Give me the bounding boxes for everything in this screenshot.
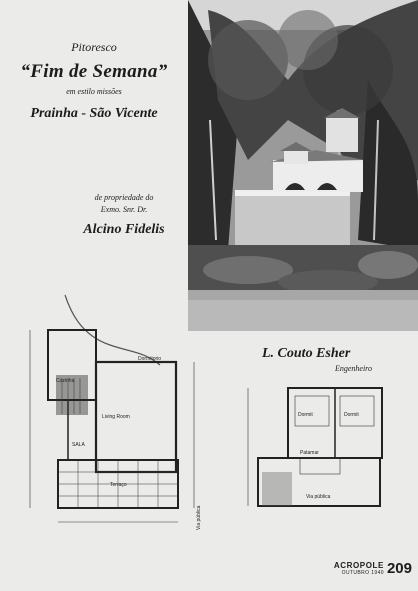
label-via-publica-2: Via pública xyxy=(306,494,331,500)
upper-floor-plan-drawing xyxy=(240,380,390,530)
label-via-publica: Via pública xyxy=(196,505,202,530)
label-sala: SALA xyxy=(72,442,85,448)
architect-role: Engenheiro xyxy=(334,364,372,373)
page-number: 209 xyxy=(386,560,412,577)
label-dormit-b: Dormit xyxy=(344,412,359,418)
house-photo-art xyxy=(188,0,418,331)
ground-floor-plan-drawing xyxy=(20,290,220,540)
label-patamar: Patamar xyxy=(300,450,319,456)
label-cozinha: Cozinha xyxy=(56,378,75,384)
ownership-line-2: Exmo. Snr. Dr. xyxy=(100,205,148,214)
owner-name: Alcino Fidelis xyxy=(83,222,165,237)
upper-floor-plan xyxy=(240,380,390,535)
location-line: Prainha - São Vicente xyxy=(30,106,158,121)
architect-name: L. Couto Esher xyxy=(262,346,351,361)
label-dormit-a: Dormit xyxy=(298,412,313,418)
magazine-name: ACROPOLE xyxy=(333,560,384,570)
label-living: Living Room xyxy=(102,414,130,420)
ground-floor-plan xyxy=(20,290,220,545)
issue-date: OUTUBRO 1940 xyxy=(341,569,384,576)
label-terraco: Terraço xyxy=(110,482,127,488)
architect-block xyxy=(262,346,392,373)
page-footer xyxy=(334,560,412,577)
title-block xyxy=(0,40,188,122)
ownership-block xyxy=(60,192,188,238)
page-title: “Fim de Semana” xyxy=(20,61,168,82)
house-photo xyxy=(188,0,418,331)
label-dormitorio: Dormitorio xyxy=(138,356,162,362)
ownership-line-1: de propriedade do xyxy=(94,193,154,202)
subtitle-pitoresco: Pitoresco xyxy=(71,40,117,54)
style-caption: em estilo missões xyxy=(66,87,122,96)
